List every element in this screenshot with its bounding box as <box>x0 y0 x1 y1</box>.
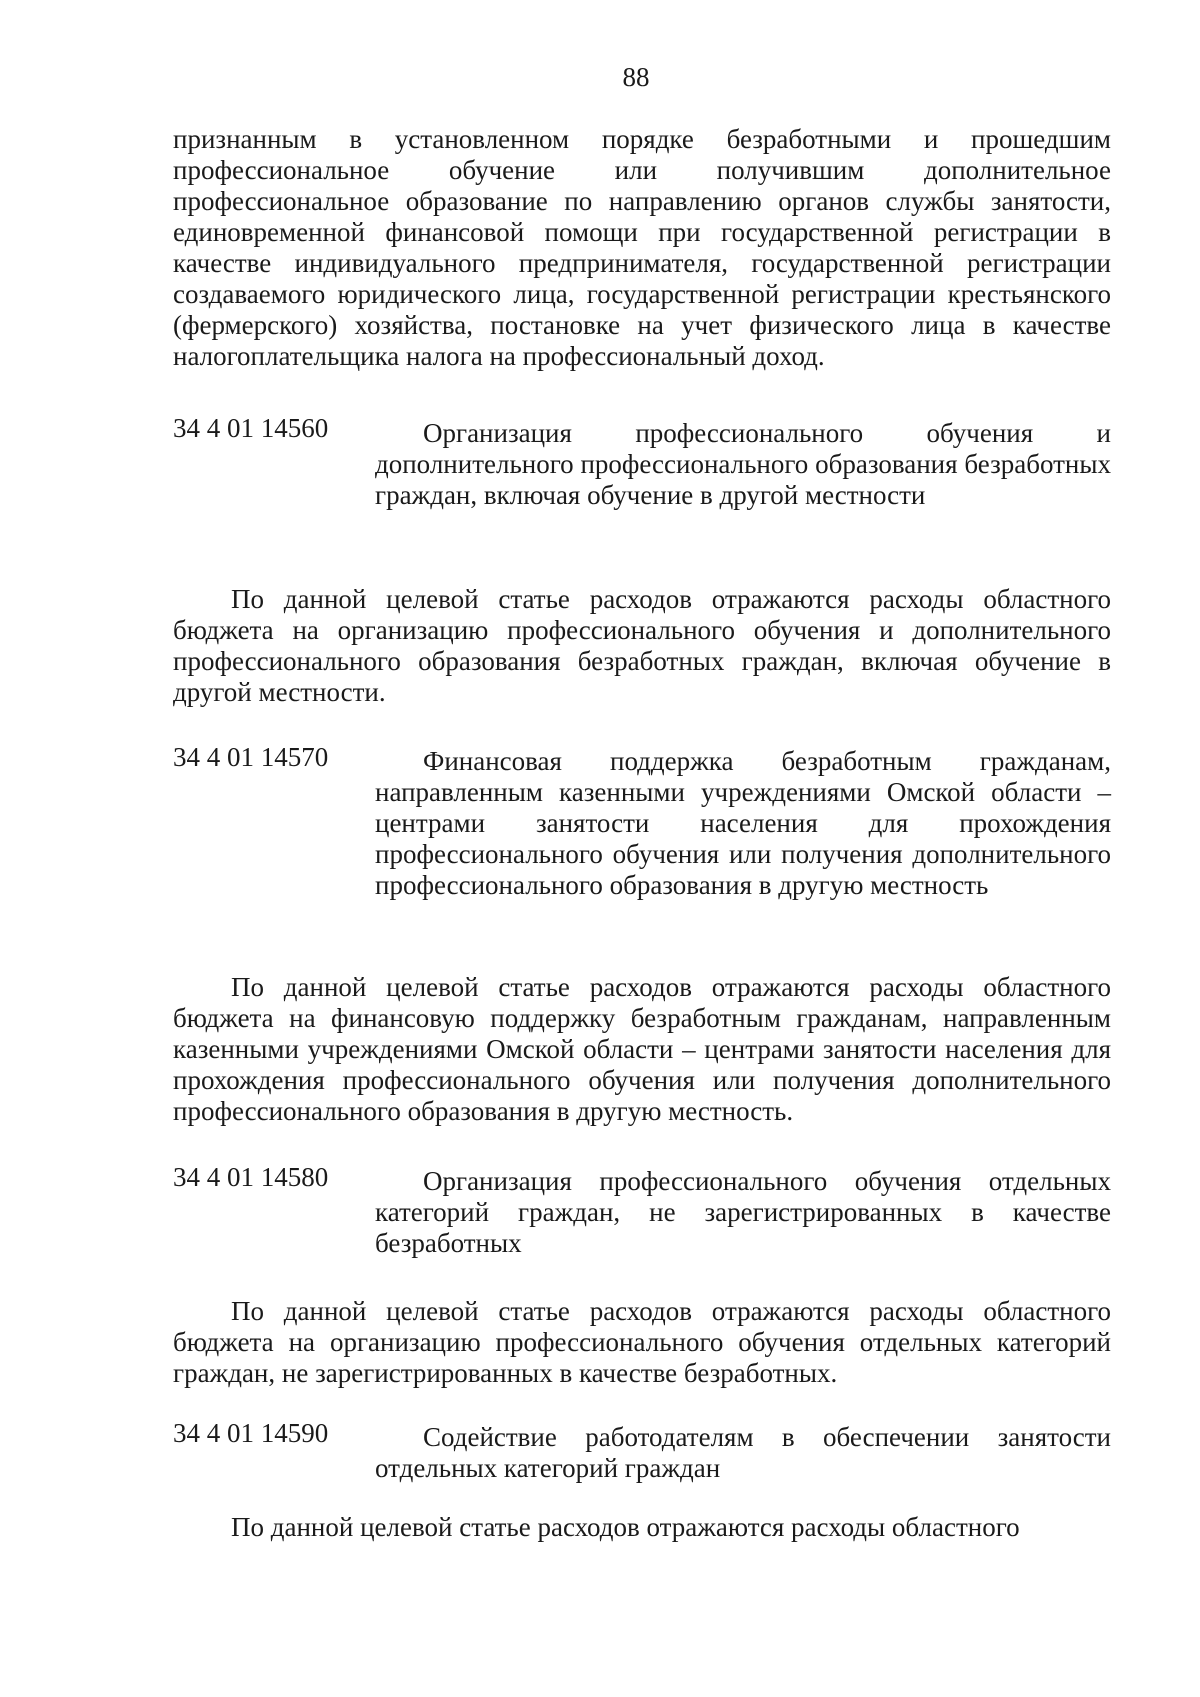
entry-description-14590: По данной целевой статье расходов отражаются расходы областного <box>231 1512 1020 1542</box>
intro-paragraph: признанным в установленном порядке безработными и прошедшим профессиональное обучение или получившим дополнительное профессиональное образование по направлению органов службы занятости, единовременной финансовой помощи при государственной регистрации в качестве индивидуального предпринимателя, государственной регистрации создаваемого юридического лица, государственной регистрации крестьянского (фермерского) хозяйства, постановке на учет физического лица в качестве налогоплательщика налога на профессиональный доход. <box>173 124 1111 371</box>
entry-code-14590: 34 4 01 14590 <box>173 1418 329 1448</box>
entry-description-14570: По данной целевой статье расходов отражаются расходы областного бюджета на финансовую поддержку безработным гражданам, направленным казенными учреждениями Омской области – центрами занятости населения для прохождения профессионального обучения или получения дополнительного профессионального образования в другую местность. <box>173 972 1111 1126</box>
entry-title-14570: Финансовая поддержка безработным гражданам, направленным казенными учреждениями Омской области – центрами занятости населения для прохождения профессионального обучения или получения дополнительного профессионального образования в другую местность <box>375 746 1111 900</box>
entry-code-14570: 34 4 01 14570 <box>173 742 329 772</box>
entry-code-14560: 34 4 01 14560 <box>173 413 329 443</box>
entry-description-14580: По данной целевой статье расходов отражаются расходы областного бюджета на организацию профессионального обучения отдельных категорий граждан, не зарегистрированных в качестве безработных. <box>173 1296 1111 1388</box>
entry-description-14560: По данной целевой статье расходов отражаются расходы областного бюджета на организацию профессионального обучения и дополнительного профессионального образования безработных граждан, включая обучение в другой местности. <box>173 584 1111 707</box>
entry-title-14560: Организация профессионального обучения и дополнительного профессионального образования безработных граждан, включая обучение в другой местности <box>375 418 1111 510</box>
entry-title-14580: Организация профессионального обучения отдельных категорий граждан, не зарегистрированных в качестве безработных <box>375 1166 1111 1258</box>
entry-code-14580: 34 4 01 14580 <box>173 1162 329 1192</box>
entry-title-14590: Содействие работодателям в обеспечении занятости отдельных категорий граждан <box>375 1422 1111 1483</box>
page-number: 88 <box>622 62 650 92</box>
